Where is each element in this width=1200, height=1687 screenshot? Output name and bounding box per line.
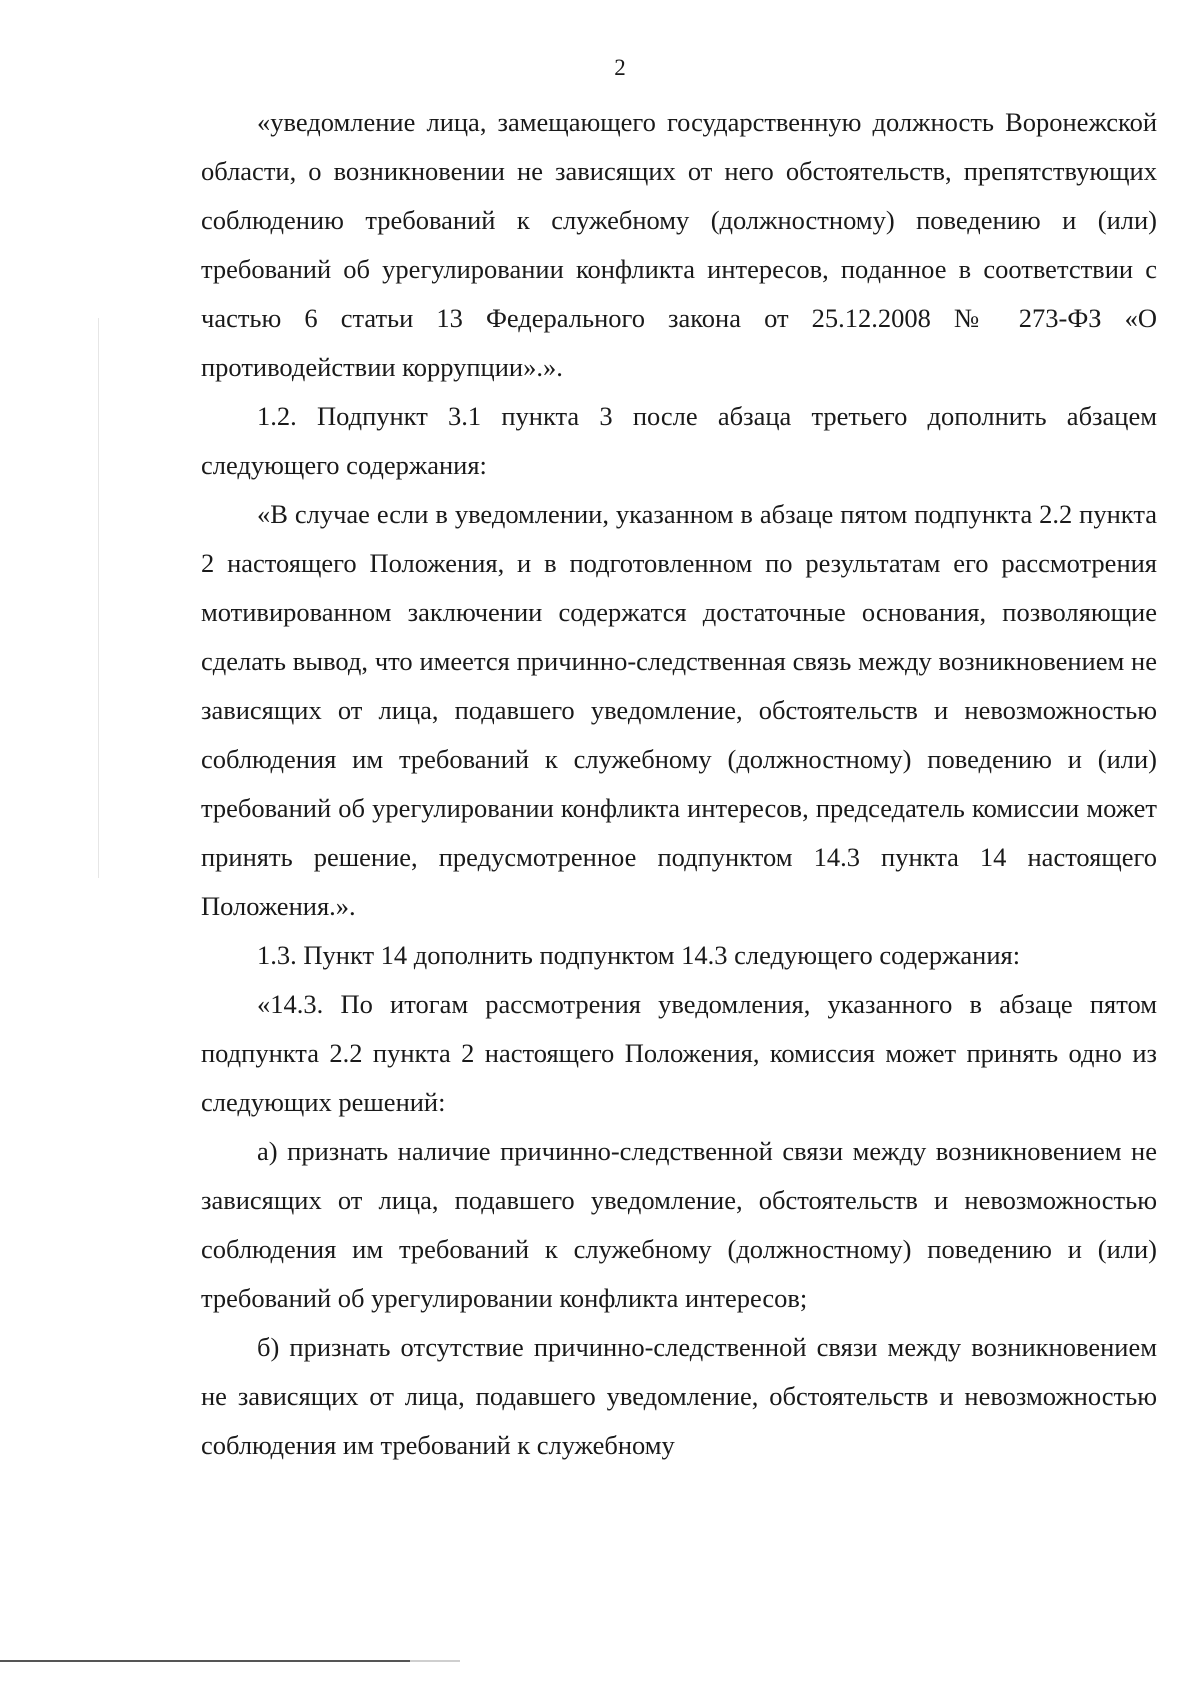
paragraph-option-a: а) признать наличие причинно-следственной связи между возникновением не зависящих от лица, подавшего уведомление, обстоятельств и невозможностью соблюдения им требований к служебному (должностному) поведению и (или) требований об урегулировании конфликта интересов; <box>201 1136 1157 1313</box>
scan-margin-mark <box>98 318 99 878</box>
paragraph-option-b: б) признать отсутствие причинно-следственной связи между возникновением не зависящих от лица, подавшего уведомление, обстоятельств и невозможностью соблюдения им требований к служебному <box>201 1332 1157 1460</box>
page-number: 2 <box>614 55 626 80</box>
paragraph-item-1-2-text: «В случае если в уведомлении, указанном в абзаце пятом подпункта 2.2 пункта 2 настоящего Положения, и в подготовленном по результатам его рассмотрения мотивированном заключении содержатся достаточные основания, позволяющие сделать вывод, что имеется причинно-следственная связь между возникновением не зависящих от лица, подавшего уведомление, обстоятельств и невозможностью соблюдения им требований к служебному (должностному) поведению и (или) требований об урегулировании конфликта интересов, председатель комиссии может принять решение, предусмотренное подпунктом 14.3 пункта 14 настоящего Положения.». <box>201 499 1157 921</box>
footer-rule <box>0 1660 1200 1662</box>
paragraph-item-1-2: 1.2. Подпункт 3.1 пункта 3 после абзаца третьего дополнить абзацем следующего содержания: <box>201 401 1157 480</box>
document-body <box>201 98 1157 1470</box>
paragraph-notification-definition: «уведомление лица, замещающего государственную должность Воронежской области, о возникновении не зависящих от него обстоятельств, препятствующих соблюдению требований к служебному (должностному) поведению и (или) требований об урегулировании конфликта интересов, поданное в соответствии с частью 6 статьи 13 Федерального закона от 25.12.2008 № 273-ФЗ «О противодействии коррупции».». <box>201 107 1157 382</box>
paragraph-item-14-3: «14.3. По итогам рассмотрения уведомления, указанного в абзаце пятом подпункта 2.2 пункта 2 настоящего Положения, комиссия может принять одно из следующих решений: <box>201 989 1157 1117</box>
paragraph-item-1-3: 1.3. Пункт 14 дополнить подпунктом 14.3 следующего содержания: <box>257 940 1021 970</box>
